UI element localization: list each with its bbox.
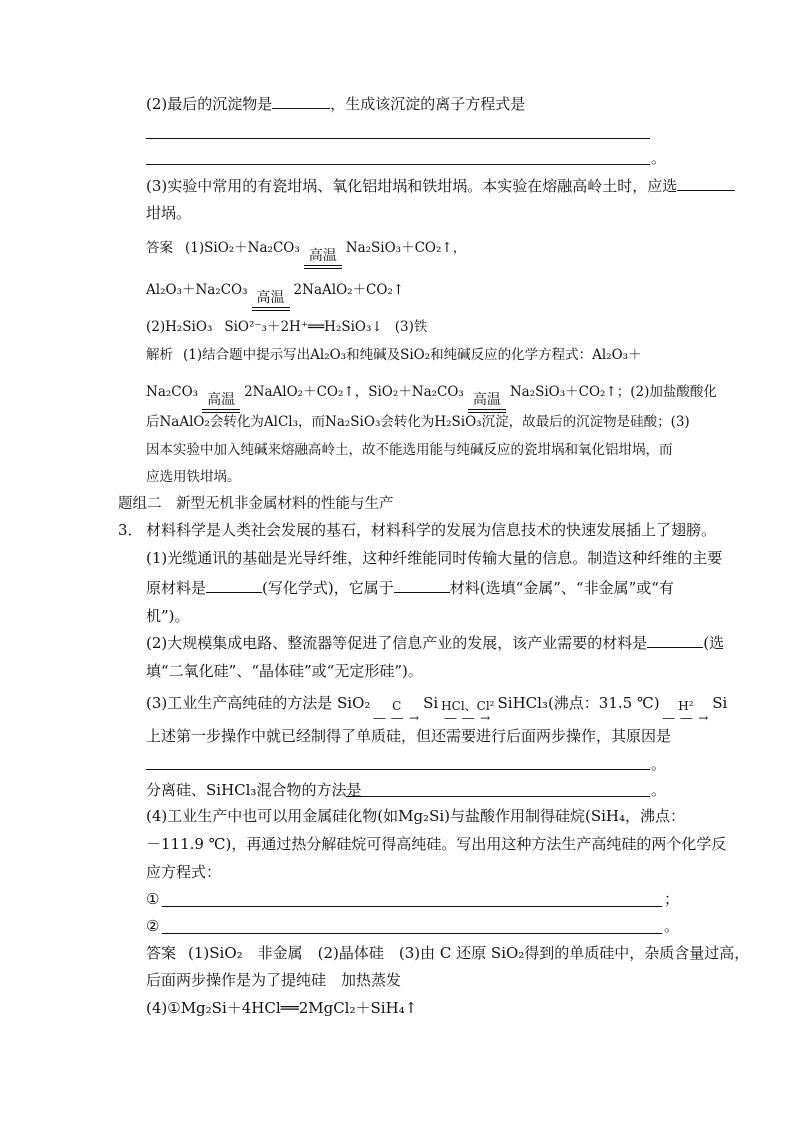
q3-text: Si	[712, 694, 728, 712]
answer-line[interactable]	[162, 906, 662, 907]
question-number: 3．	[118, 521, 143, 539]
q3-intro-line	[118, 520, 716, 540]
answer2-line1	[146, 238, 466, 269]
q2-part2-text-b: ，生成该沉淀的离子方程式是	[330, 95, 526, 113]
answer-label: 答案	[146, 944, 177, 962]
q3-part2-line1	[146, 633, 724, 653]
analysis2-line3: 后NaAlO₂会转化为AlCl₃，而Na₂SiO₃会转化为H₂SiO₃沉淀，故最后的沉淀物是硅酸；(3)	[146, 414, 690, 430]
q2-part3-text-a: (3)实验中常用的有瓷坩埚、氧化铝坩埚和铁坩埚。本实验在熔融高岭土时，应选	[146, 177, 678, 195]
reaction-arrow: HCl、Cl² ― ― →	[441, 699, 495, 725]
answer-blank[interactable]	[394, 578, 450, 593]
q3-part1-line2	[146, 578, 674, 598]
q3-part4-line1: (4)工业生产中也可以用金属硅化物(如Mg₂Si)与盐酸作用制得硅烷(SiH₄，沸点：	[146, 807, 686, 825]
item-2-end: 。	[664, 917, 680, 935]
end-mark: 。	[651, 149, 667, 167]
end-mark: 。	[651, 755, 667, 773]
answer-blank[interactable]	[677, 176, 735, 191]
reaction-arrow: H² ― ― →	[662, 699, 710, 725]
analysis2-line2	[146, 382, 717, 413]
item-1-marker: ①	[146, 890, 160, 908]
q2-part3-line1	[146, 176, 735, 196]
item-1-end: ；	[664, 890, 680, 908]
analysis-text: 2NaAlO₂＋CO₂↑，SiO₂＋Na₂CO₃	[244, 384, 464, 400]
equation-left: Al₂O₃＋Na₂CO₃	[146, 282, 248, 298]
answer3-line3: (4)①Mg₂Si＋4HCl══2MgCl₂＋SiH₄↑	[146, 999, 418, 1017]
q3-part3-line4	[146, 780, 361, 800]
q3-part1-line3: 机”)。	[146, 607, 190, 625]
analysis-label: 解析	[146, 347, 173, 363]
q3-part3-line2: 上述第一步操作中就已经制得了单质硅，但还需要进行后面两步操作，其原因是	[146, 727, 672, 745]
analysis-text: Na₂CO₃	[146, 384, 199, 400]
q3-text: Si	[423, 694, 439, 712]
high-temp-condition: 高温	[252, 291, 290, 311]
answer-line[interactable]	[146, 164, 650, 165]
q3-part1-line1: (1)光缆通讯的基础是光导纤维，这种纤维能同时传输大量的信息。制造这种纤维的主要	[146, 549, 723, 567]
answer3-line1	[146, 943, 749, 963]
group-heading: 题组二 新型无机非金属材料的性能与生产	[118, 496, 394, 512]
ionic-equation: SiO²⁻₃＋2H⁺══H₂SiO₃↓	[224, 319, 383, 335]
q3-text: 材料(选填“金属”、“非金属”或“有	[449, 579, 674, 597]
q3-text: 分离硅、SiHCl₃混合物的方法是	[146, 781, 362, 799]
analysis-text: Na₂SiO₃＋CO₂↑；(2)加盐酸酸化	[509, 384, 717, 400]
answer2-line2	[146, 280, 404, 311]
answer2-line3	[146, 317, 427, 337]
reaction-arrow: C ― ― →	[373, 699, 421, 725]
answer-part2: (2)H₂SiO₃	[146, 319, 213, 335]
q3-text: (选	[703, 634, 725, 652]
high-temp-condition: 高温	[468, 393, 506, 413]
answer3-line2: 后面两步操作是为了提纯硅 加热蒸发	[146, 971, 402, 989]
q3-text: 原材料是	[146, 579, 207, 597]
answer-text: (1)SiO₂ 非金属 (2)晶体硅 (3)由 C 还原 SiO₂得到的单质硅中，杂质含量过高，	[188, 944, 750, 962]
answer-label: 答案	[146, 240, 173, 256]
analysis2-line5: 应选用铁坩埚。	[146, 469, 241, 485]
answer-line[interactable]	[162, 933, 662, 934]
item-2-marker: ②	[146, 917, 160, 935]
analysis-text: (1)结合题中提示写出Al₂O₃和纯碱及SiO₂和纯碱反应的化学方程式：Al₂O₃＋	[183, 347, 642, 363]
q2-part3-line2: 坩埚。	[146, 204, 192, 222]
equation-right: 2NaAlO₂＋CO₂↑	[293, 282, 405, 298]
answer-part3: (3)铁	[394, 319, 428, 335]
q3-part2-line2: 填“二氧化硅”、“晶体硅”或“无定形硅”)。	[146, 662, 423, 680]
q3-intro: 材料科学是人类社会发展的基石，材料科学的发展为信息技术的快速发展插上了翅膀。	[146, 521, 717, 539]
q2-part2-text-a: (2)最后的沉淀物是	[146, 95, 273, 113]
answer-line[interactable]	[346, 796, 650, 797]
q3-text: (写化学式)，它属于	[262, 579, 394, 597]
answer-blank[interactable]	[272, 94, 330, 109]
equation-left: (1)SiO₂＋Na₂CO₃	[185, 240, 300, 256]
q3-text: (3)工业生产高纯硅的方法是 SiO₂	[146, 694, 371, 712]
answer-line[interactable]	[146, 138, 650, 139]
q2-part2-line	[146, 94, 525, 114]
analysis2-line4: 因本实验中加入纯碱来熔融高岭土，故不能选用能与纯碱反应的瓷坩埚和氧化铝坩埚，而	[146, 442, 673, 458]
end-mark: 。	[651, 781, 667, 799]
answer-line[interactable]	[146, 769, 650, 770]
q3-text: (2)大规模集成电路、整流器等促进了信息产业的发展，该产业需要的材料是	[146, 634, 648, 652]
equation-right: Na₂SiO₃＋CO₂↑，	[345, 240, 467, 256]
q3-text: SiHCl₃(沸点：31.5 ℃)	[497, 694, 660, 712]
q3-part4-line3: 应方程式：	[146, 863, 222, 881]
answer-blank[interactable]	[647, 633, 703, 648]
high-temp-condition: 高温	[202, 393, 240, 413]
analysis2-line1	[146, 345, 642, 365]
q3-part3-process-line	[146, 693, 727, 724]
answer-blank[interactable]	[206, 578, 262, 593]
q3-part4-line2: －111.9 ℃)，再通过热分解硅烷可得高纯硅。写出用这种方法生产高纯硅的两个化学反	[146, 835, 727, 853]
high-temp-condition: 高温	[304, 249, 342, 269]
